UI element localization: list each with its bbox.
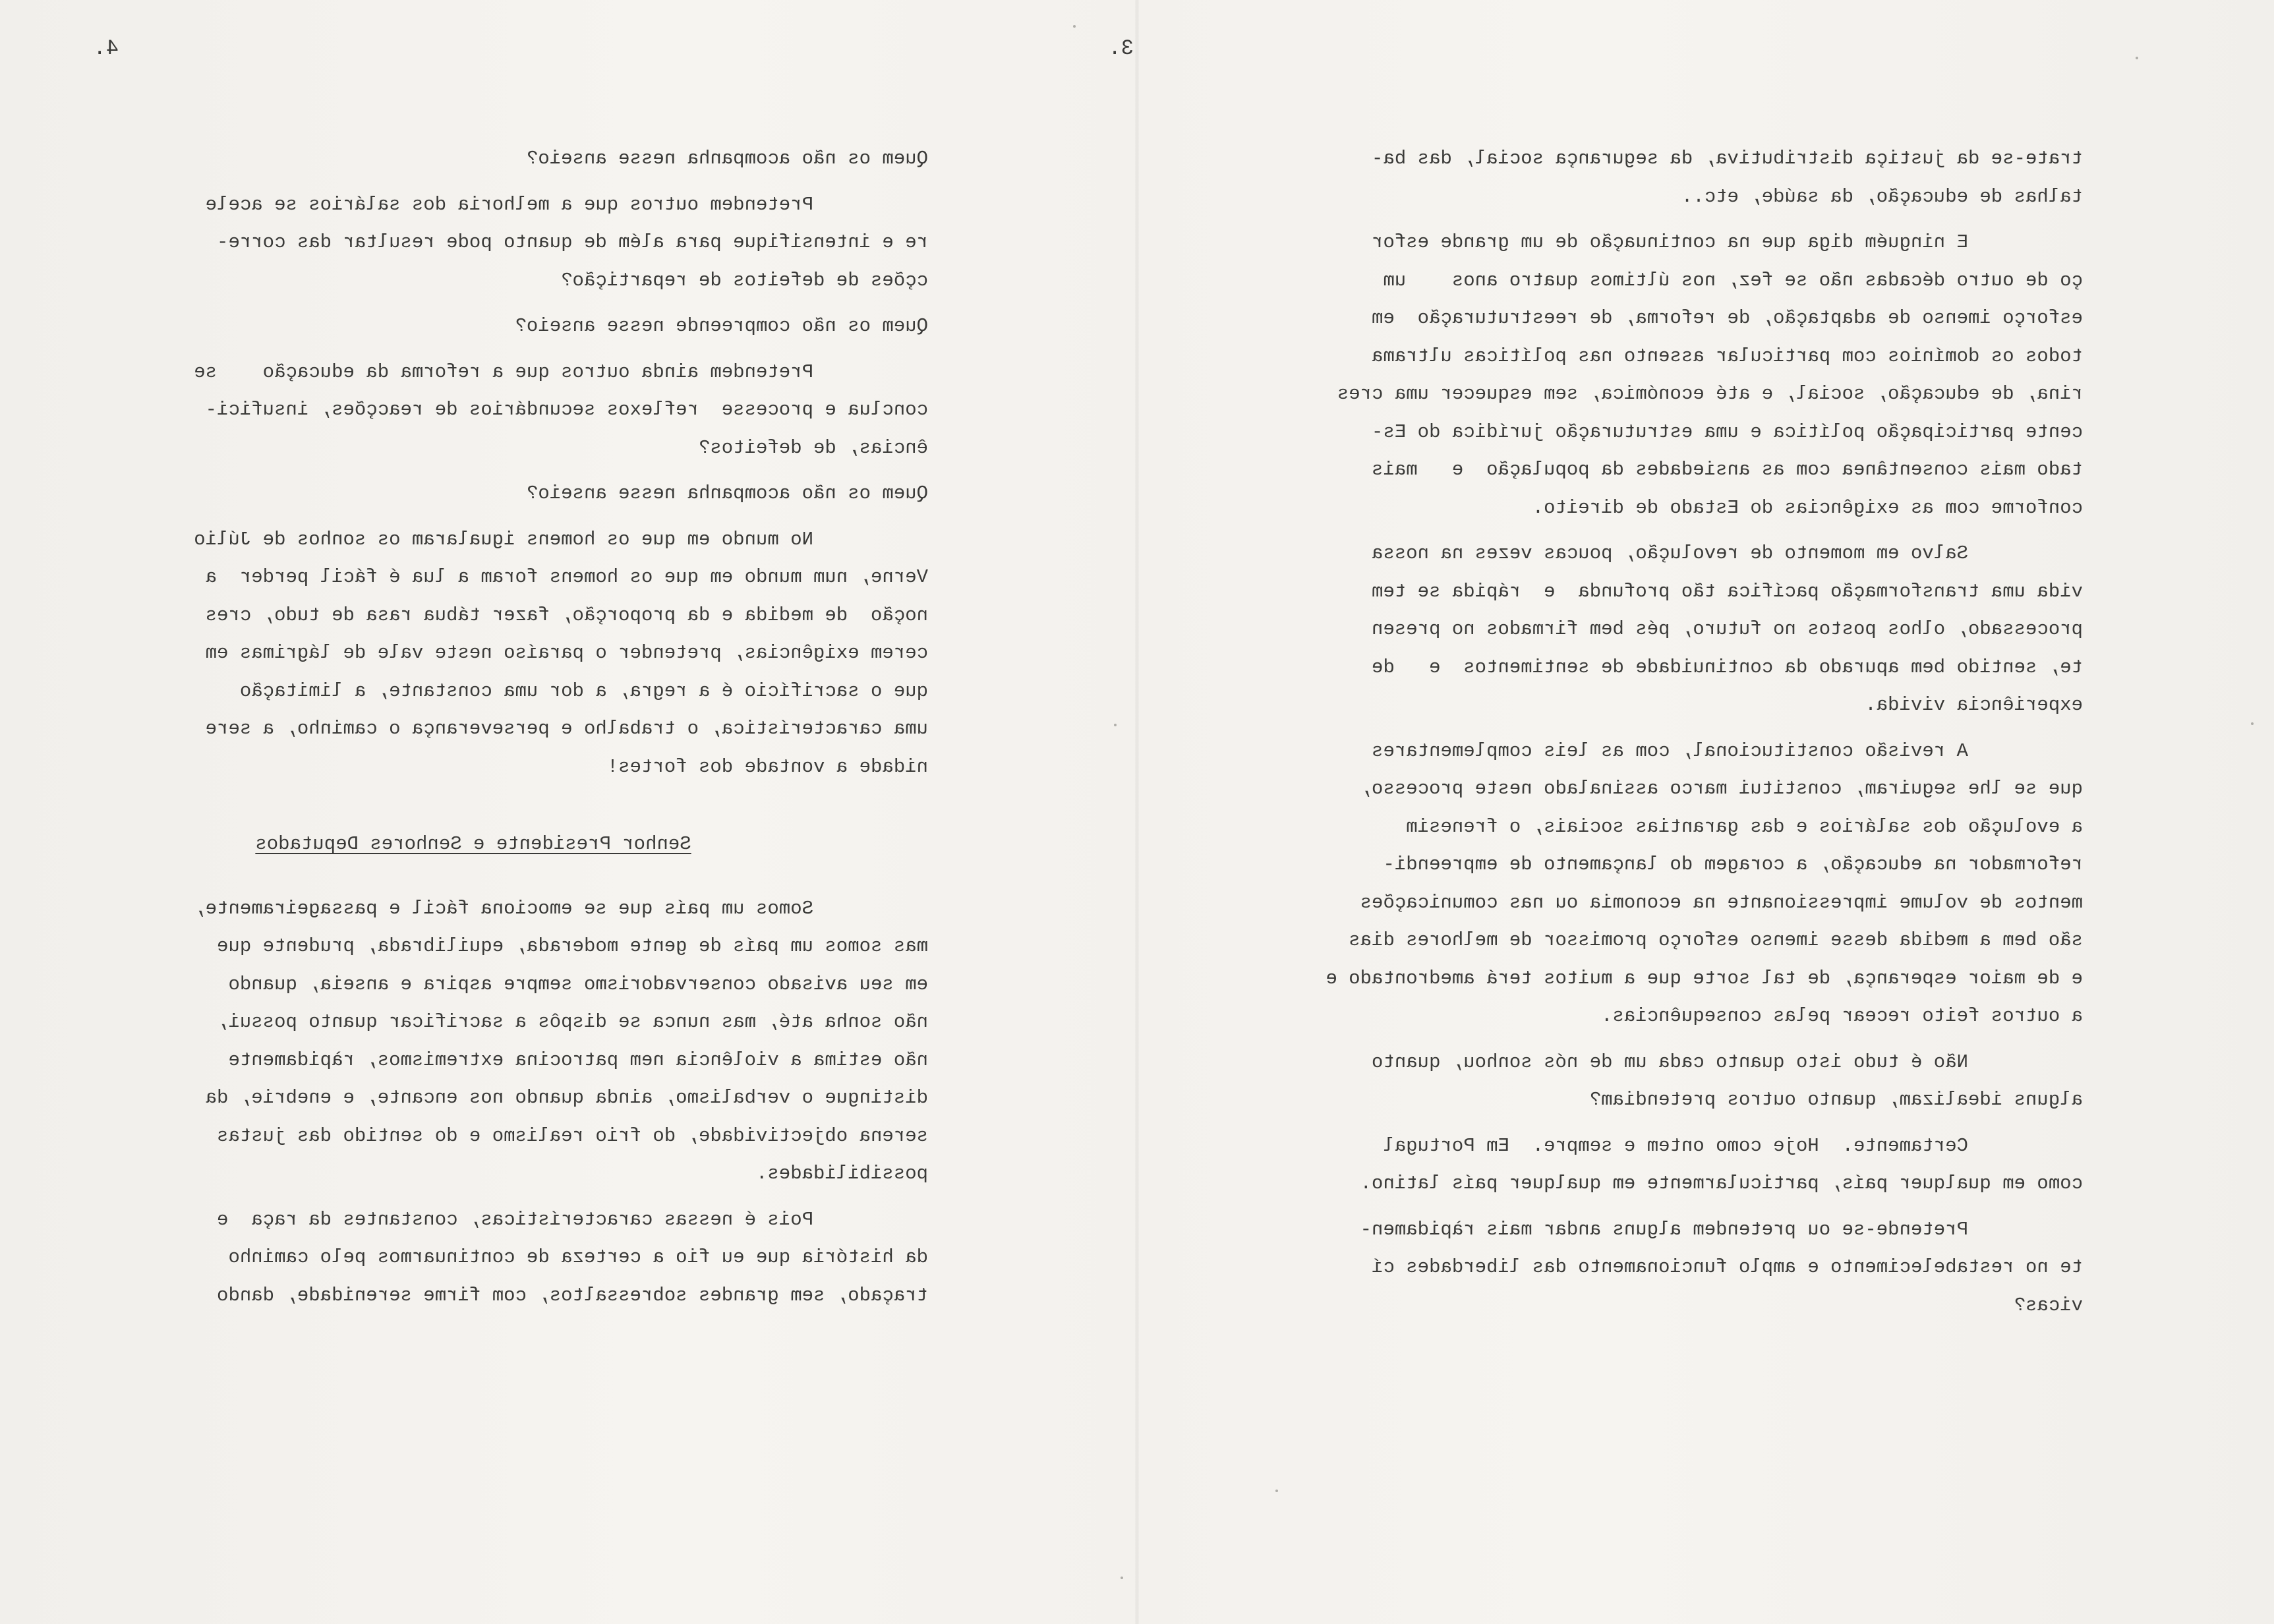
paper-speck <box>2251 722 2254 725</box>
text-line: vicas? <box>2014 1294 2083 1316</box>
paper-speck <box>2136 57 2138 59</box>
text-line: serena objectividade, do frio realismo e do sentido das justas <box>217 1124 928 1147</box>
text-line: Pretendem outros que a melhoria dos salários se acele <box>205 193 928 216</box>
text-line: possibilidades. <box>755 1163 928 1184</box>
text-line: esforço imenso de adaptação, de reforma, de reestruturação em <box>1372 307 2083 329</box>
paragraph <box>1153 140 2083 216</box>
text-line: traçado, sem grandes sobressaltos, com firme serenidade, dando <box>217 1284 928 1306</box>
paragraph <box>1153 1127 2083 1203</box>
text-line: cções de defeitos de repartição? <box>561 269 928 291</box>
text-line: distingue o verbalismo, ainda quando nos encante, e enebrie, da <box>205 1087 928 1109</box>
text-line: A revisão constitucional, com as leis complementares <box>1372 740 2083 762</box>
text-line: em seu avisado conservadorismo sempre aspira e anseia, quando <box>228 973 928 995</box>
text-line: não estima a violência nem patrocina extremismos, ràpidamente <box>228 1049 928 1071</box>
text-line: Pretende-se ou pretendem alguns andar mais ràpidamen- <box>1360 1218 2083 1240</box>
text-line: talhas de educação, da saúde, etc.. <box>1681 185 2083 208</box>
text-line: mentos de volume impressionante na economia ou nas comunicações <box>1360 891 2083 914</box>
text-line: rina, de educação, social, e até económica, sem esquecer uma cres <box>1337 383 2083 405</box>
text-line: todos os domínios com particular assento nas políticas ultrama <box>1372 345 2083 367</box>
text-line: No mundo em que os homens igualaram os sonhos de Júlio <box>194 528 928 550</box>
paragraph <box>1153 223 2083 527</box>
text-line: trate-se da justiça distributiva, da segurança social, das ba- <box>1372 148 2083 169</box>
text-line: experiência vivida. <box>1865 694 2083 716</box>
text-line: re e intensifique para além de quanto pode resultar das corre- <box>217 231 928 253</box>
text-line: Quem os não compreende nesse anseio? <box>515 315 928 337</box>
paper-speck <box>1275 1490 1278 1492</box>
text-line: Pretendem ainda outros que a reforma da educação se <box>194 361 928 383</box>
text-line: cente participação política e uma estruturação jurídica do Es- <box>1372 420 2083 443</box>
text-line: E ninguém diga que na continuação de um grande esfor <box>1372 231 2083 253</box>
paragraph <box>1153 1043 2083 1119</box>
page-4 <box>0 0 949 1624</box>
paragraph <box>18 1201 928 1315</box>
text-line: conclua e processe reflexos secundários de reacções, insufici- <box>205 399 928 420</box>
paragraph <box>1153 732 2083 1035</box>
text-line: reformador na educação, a coragem do lançamento de empreendi- <box>1383 854 2083 875</box>
text-line: tado mais consentânea com as ansiedades da população e mais <box>1372 459 2083 480</box>
paper-speck <box>1121 1577 1123 1579</box>
page-text <box>1153 140 2083 1332</box>
text-line: mas somos um país de gente moderada, equilibrada, prudente que <box>217 935 928 957</box>
text-line: não sonha até, mas nunca se dispôs a sacrificar quanto possui, <box>217 1011 928 1033</box>
text-line: e de maior esperança, de tal sorte que a muitos terá amedrontado e <box>1326 967 2083 989</box>
question-line <box>18 307 928 345</box>
question-line <box>18 140 928 178</box>
text-line: Quem os não acompanha nesse anseio? <box>526 148 928 169</box>
text-line: que o sacrifício é a regra, a dor uma constante, a limitação <box>239 680 928 702</box>
text-line: Somos um país que se emociona fácil e passageiramente, <box>194 897 928 919</box>
text-line: Salvo em momento de revolução, poucas vezes na nossa <box>1372 542 2083 564</box>
text-line: cerem exigências, pretender o paraíso neste vale de lágrimas em <box>205 642 928 664</box>
text-line: a evolução dos salários e das garantias sociais, o frenesim <box>1406 815 2083 838</box>
text-line: vida uma transformação pacífica tão profunda e rápida se tem <box>1372 580 2083 602</box>
paper-speck <box>1114 724 1117 726</box>
text-line: da história que eu fio a certeza de continuarmos pelo caminho <box>228 1246 928 1268</box>
text-line: noção de medida e da proporção, fazer tábua rasa de tudo, cres <box>205 604 928 626</box>
paragraph <box>18 521 928 786</box>
paragraph <box>18 186 928 300</box>
paragraph <box>18 890 928 1193</box>
text-line: ências, de defeitos? <box>698 436 928 459</box>
page-3 <box>1108 0 2083 1624</box>
text-line: são bem a medida desse imenso esforço promissor de melhores dias <box>1349 929 2083 951</box>
paragraph <box>18 353 928 467</box>
text-line: te no restabelecimento e amplo funcionamento das liberdades cí <box>1372 1256 2083 1278</box>
text-line: a outros feito recear pelas consequências. <box>1601 1005 2083 1027</box>
text-line: alguns idealizam, quanto outros pretendiam? <box>1589 1089 2083 1111</box>
text-line: nidade a vontade dos fortes! <box>606 755 928 778</box>
text-line: Não é tudo isto quanto cada um de nós sonhou, quanto <box>1372 1051 2083 1073</box>
text-line: te, sentido bem apurado da continuidade de sentimentos e de <box>1372 656 2083 678</box>
question-line <box>18 475 928 513</box>
paragraph <box>1153 1211 2083 1325</box>
text-line: uma característica, o trabalho e perseverança o caminho, a sere <box>205 718 928 740</box>
text-line: ço de outro décadas não se fez, nos últimos quatro anos um <box>1383 269 2083 291</box>
text-line: processado, olhos postos no futuro, pés bem firmados no presen <box>1372 618 2083 640</box>
text-line: Pois é nessas características, constantes da raça e <box>217 1208 928 1231</box>
text-line: Verne, num mundo em que os homens foram a lua é fácil perder a <box>205 566 928 588</box>
page-number: 3. <box>1108 36 1134 61</box>
text-line: Certamente. Hoje como ontem e sempre. Em Portugal <box>1383 1134 2083 1157</box>
text-line: Quem os não acompanha nesse anseio? <box>526 482 928 504</box>
text-line: que se lhe seguiram, constitui marco assinalado neste processo, <box>1360 778 2083 799</box>
text-line: conforme com as exigências do Estado de direito. <box>1532 496 2083 519</box>
section-heading: Senhor Presidente e Senhores Deputados <box>255 833 691 855</box>
paper-speck <box>1073 25 1076 28</box>
page-text <box>18 140 928 1322</box>
paragraph <box>1153 535 2083 724</box>
text-line: como em qualquer país, particularmente em qualquer país latino. <box>1360 1173 2083 1194</box>
page-number: 4. <box>93 36 119 61</box>
